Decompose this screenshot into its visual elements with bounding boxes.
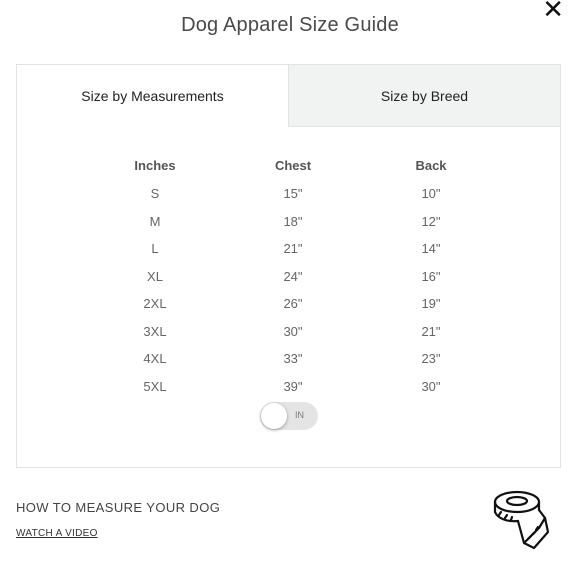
watch-video-link[interactable]: WATCH A VIDEO [16,528,98,539]
table-header-row [87,151,499,180]
chest-cell: 21" [283,241,303,257]
toggle-knob[interactable] [261,403,287,429]
chest-cell: 18" [283,213,303,229]
table-row [87,290,499,318]
size-cell: XL [147,268,163,284]
column-header-chest: Chest [274,158,312,173]
table-row [87,263,499,291]
back-cell: 30" [421,378,441,394]
back-cell: 16" [421,268,441,284]
measure-heading: HOW TO MEASURE YOUR DOG [16,500,221,515]
modal-title: Dog Apparel Size Guide [181,14,399,36]
unit-toggle[interactable] [260,402,318,430]
table-row [87,373,499,401]
back-cell: 14" [421,241,441,257]
tab-size-by-breed[interactable] [288,65,560,127]
back-cell: 12" [421,213,441,229]
chest-cell: 39" [283,378,303,394]
size-cell: 4XL [143,351,167,367]
size-table [87,151,499,400]
table-row [87,180,499,208]
back-cell: 10" [421,186,441,202]
size-cell: 3XL [143,323,167,339]
size-cell: 2XL [143,296,167,312]
chest-cell: 15" [283,186,303,202]
size-cell: S [150,186,160,202]
chest-cell: 24" [283,268,303,284]
back-cell: 21" [421,323,441,339]
tab-label: Size by Measurements [81,88,224,104]
back-cell: 19" [421,296,441,312]
table-row [87,345,499,373]
toggle-label: IN [295,410,304,420]
table-row [87,208,499,236]
tab-size-by-measurements[interactable] [17,65,288,127]
column-header-inches: Inches [134,158,176,173]
chest-cell: 26" [283,296,303,312]
table-row [87,318,499,346]
size-guide-panel [16,64,561,468]
tab-bar [17,65,560,127]
column-header-back: Back [415,158,447,173]
size-cell: M [149,213,161,229]
table-row [87,235,499,263]
tape-measure-icon [490,488,552,552]
back-cell: 23" [421,351,441,367]
chest-cell: 33" [283,351,303,367]
chest-cell: 30" [283,323,303,339]
size-cell: L [151,241,159,257]
tab-label: Size by Breed [380,87,469,104]
close-icon[interactable]: ✕ [542,0,564,24]
size-cell: 5XL [143,378,167,394]
